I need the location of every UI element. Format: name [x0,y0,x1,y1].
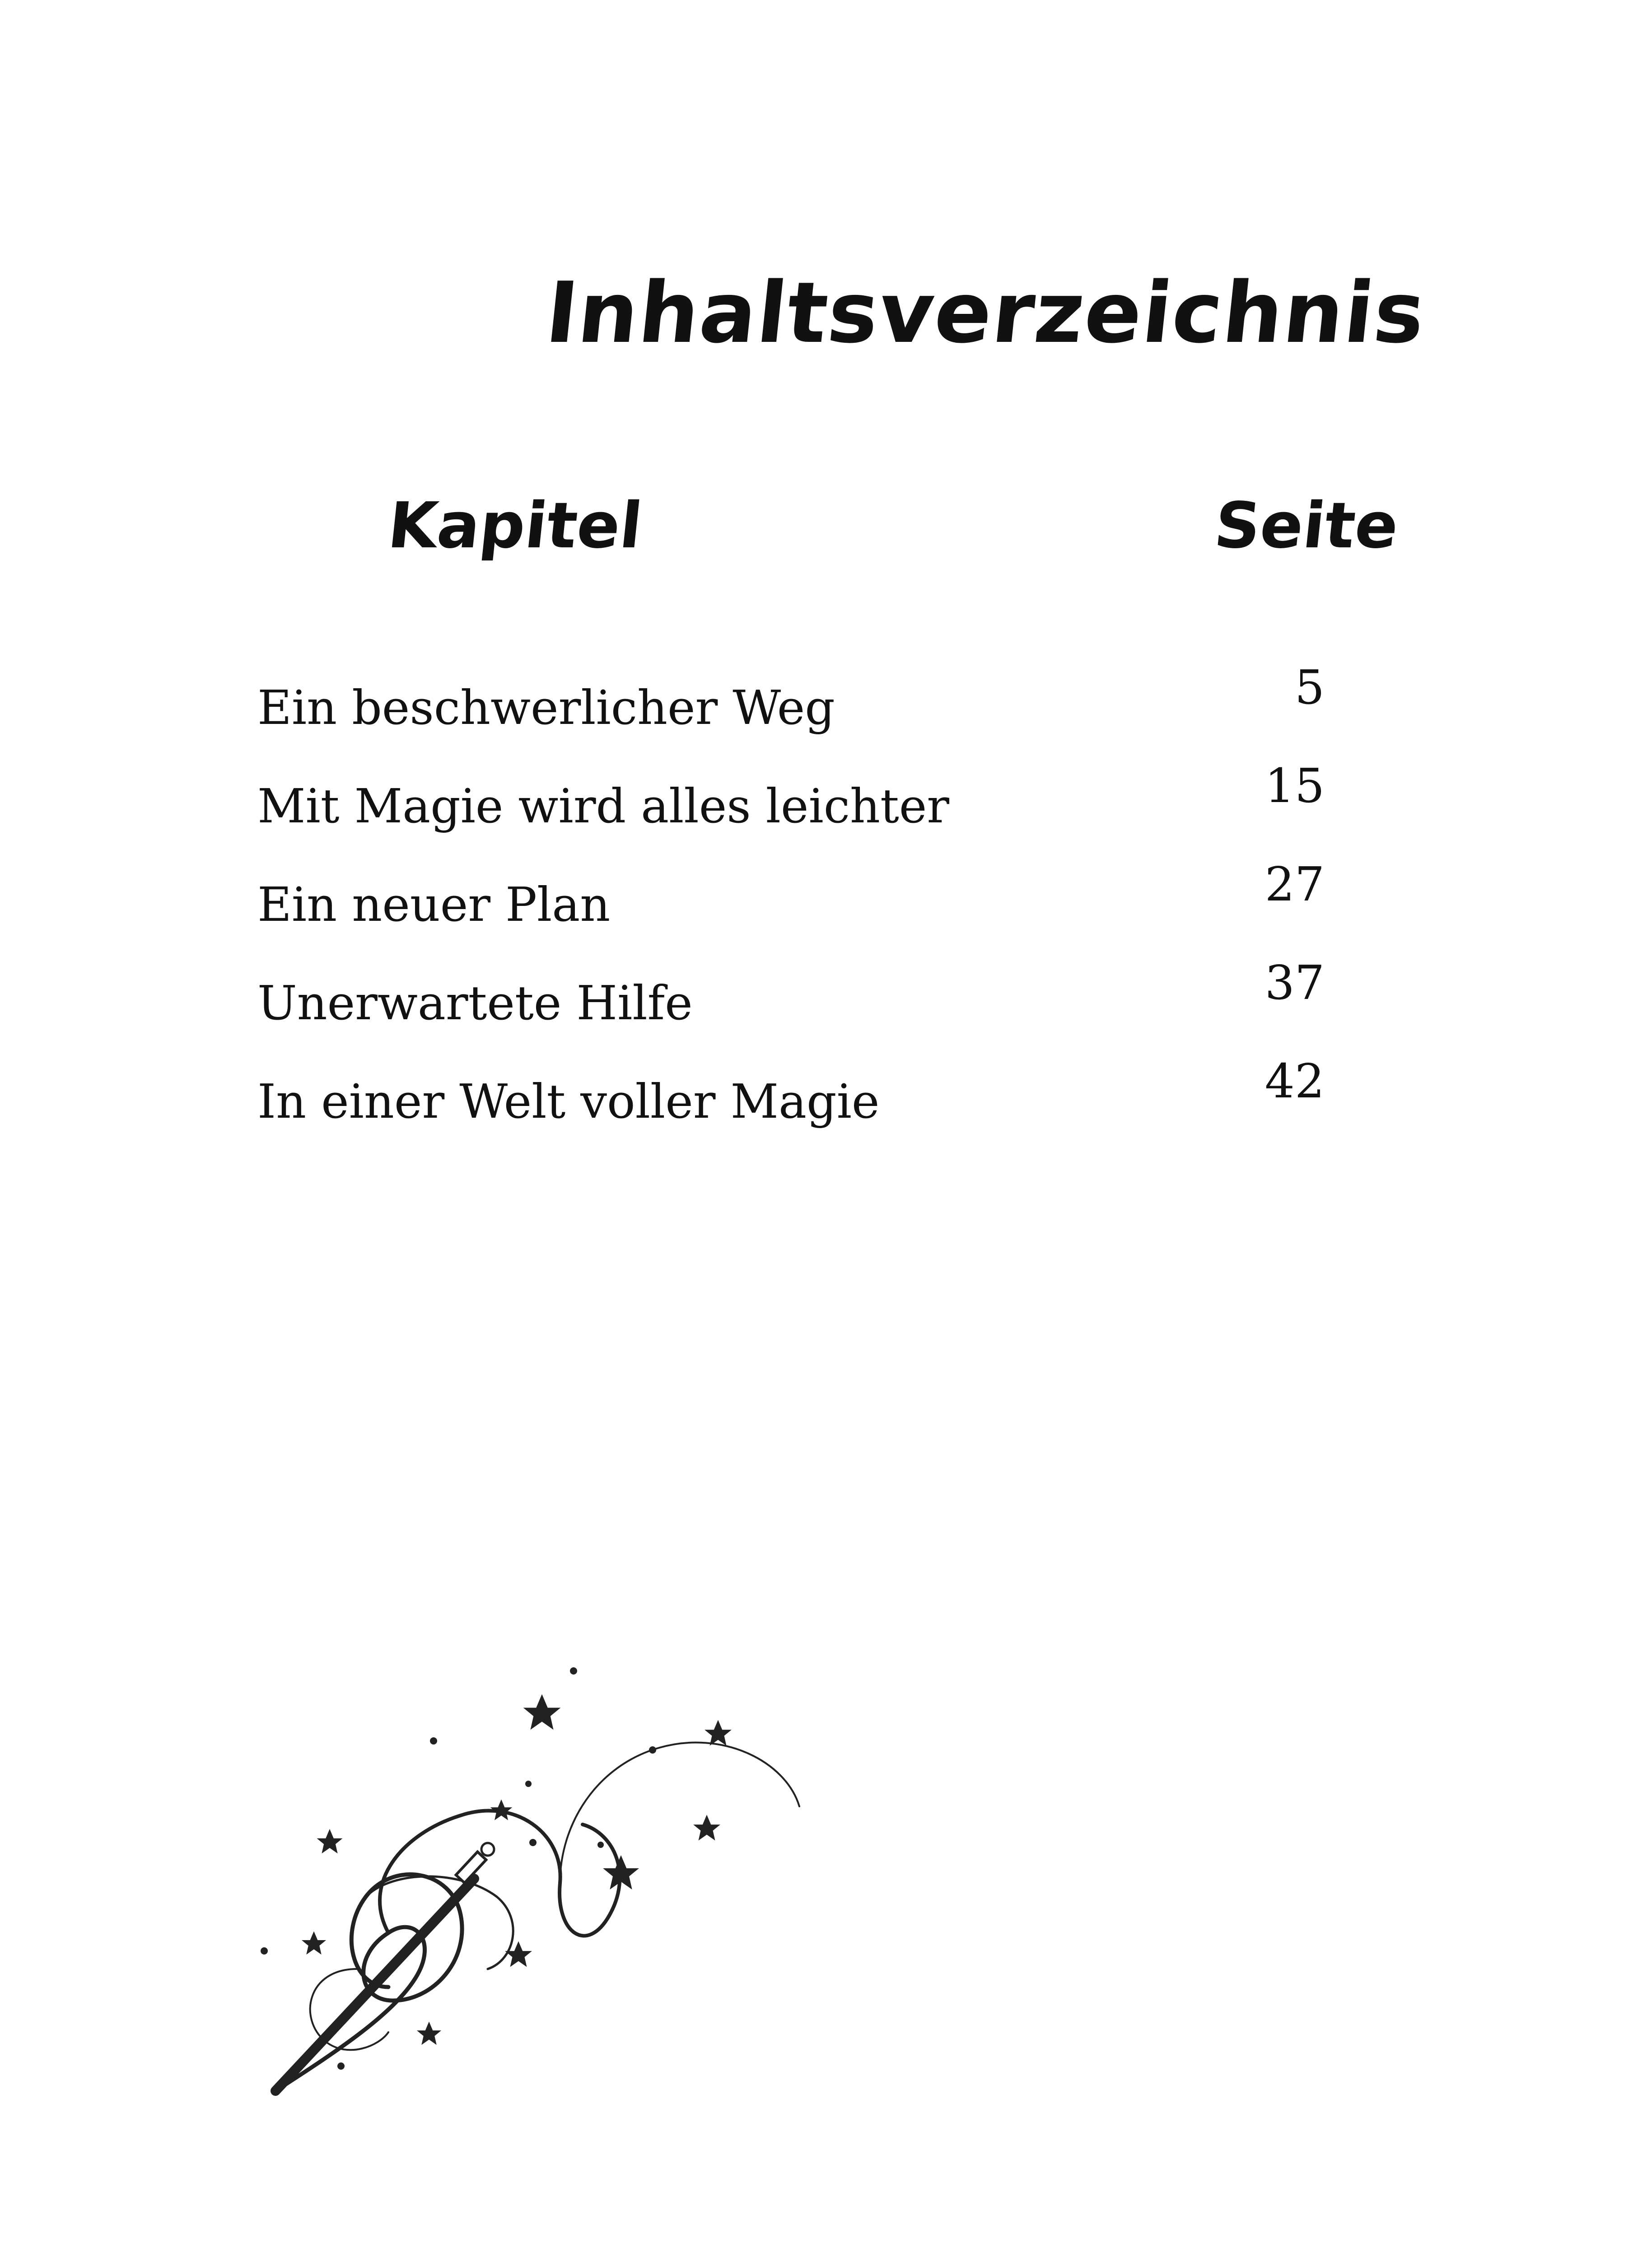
page-title: Inhaltsverzeichnis [541,264,1431,362]
toc-entry-page: 42 [1265,1054,1325,1109]
toc-entry-page: 37 [1265,955,1325,1010]
toc-entry [0,857,1652,932]
magic-wand-icon [244,1644,831,2104]
toc-entry-page: 27 [1265,857,1325,912]
toc-entry-page: 15 [1265,758,1325,813]
toc-entry-chapter: Ein beschwerlicher Weg [257,680,835,735]
toc-entry-chapter: Mit Magie wird alles leichter [257,779,950,834]
toc-entry-chapter: In einer Welt voller Magie [257,1074,880,1129]
page-column-header: Seite [1211,489,1402,563]
toc-entry [0,660,1652,735]
toc-entry [0,1054,1652,1129]
toc-entry-chapter: Unerwartete Hilfe [257,975,693,1031]
chapter-column-header: Kapitel [384,489,646,563]
toc-entry-page: 5 [1294,660,1325,715]
toc-entry [0,758,1652,834]
toc-entry-chapter: Ein neuer Plan [257,877,611,932]
toc-entry [0,955,1652,1031]
